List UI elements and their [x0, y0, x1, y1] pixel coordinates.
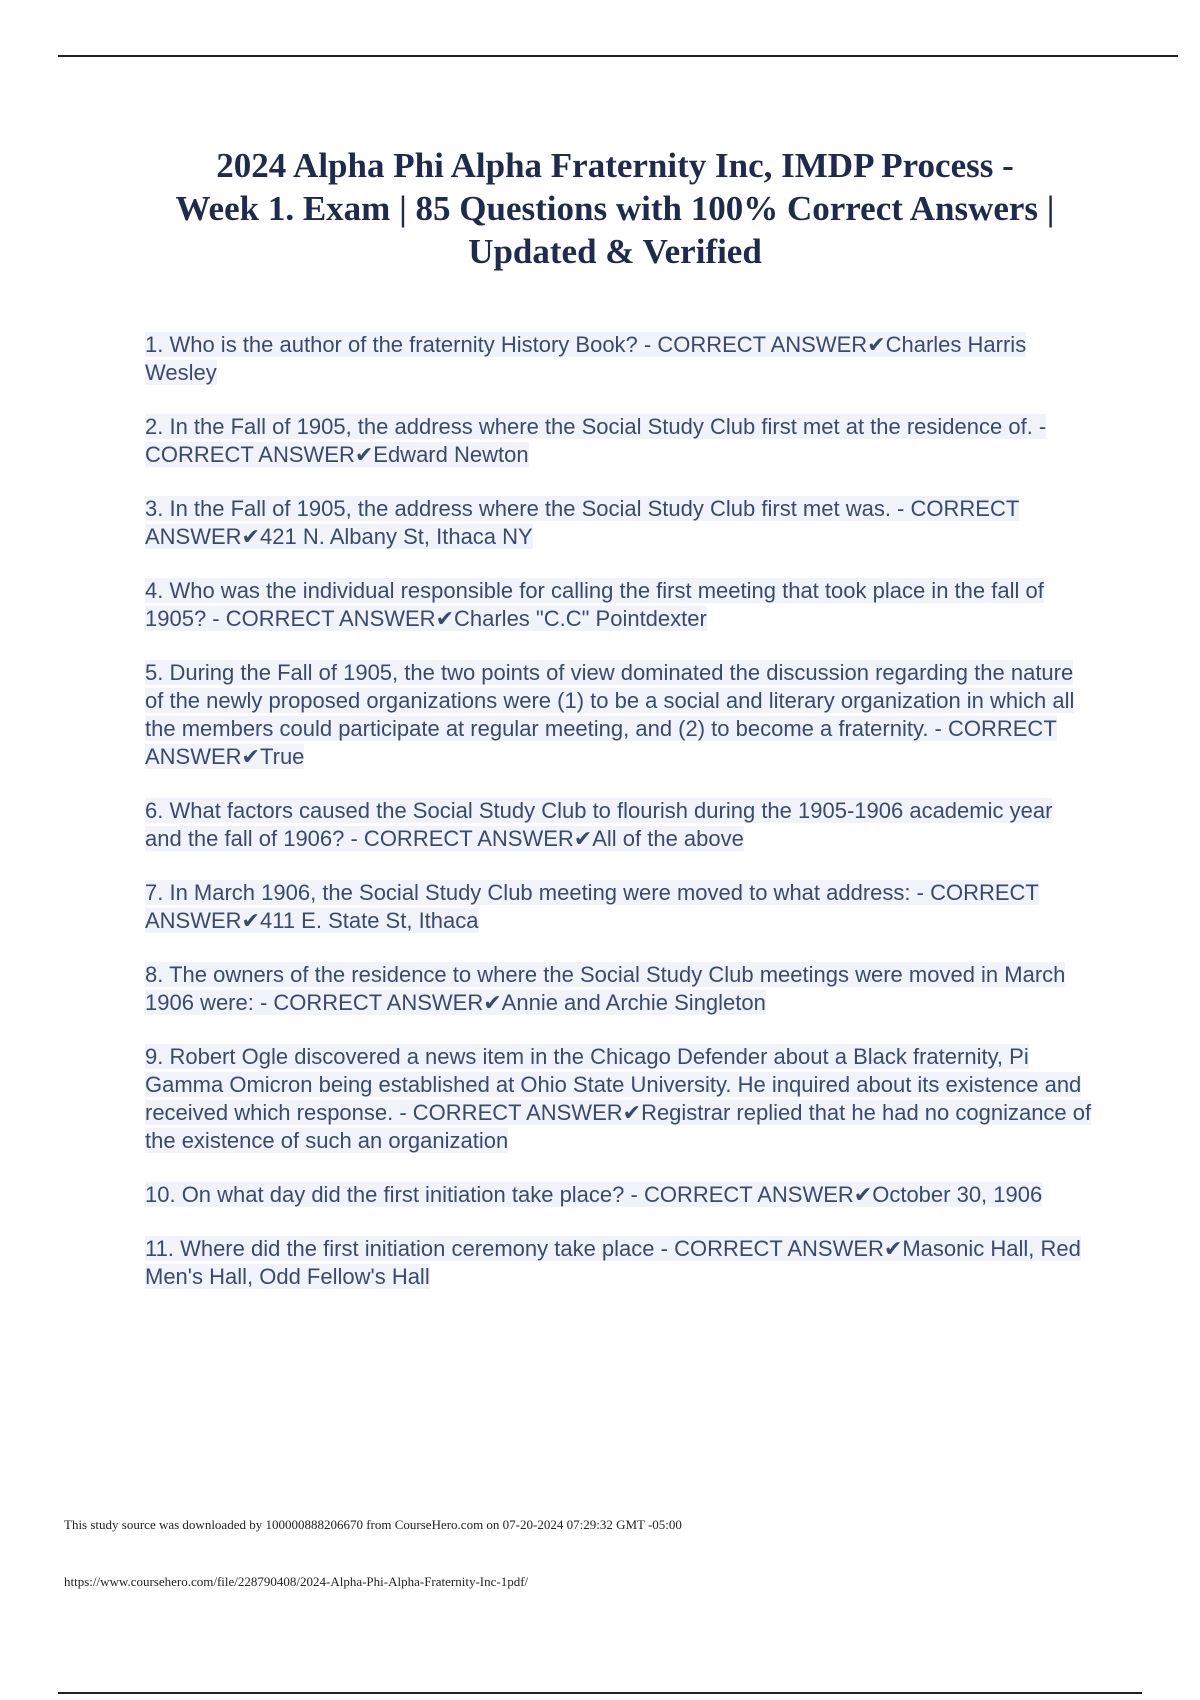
question-text: 10. On what day did the first initiation take place? - CORRECT ANSWER✔October 30, 1906 [145, 1182, 1043, 1207]
question-text: 6. What factors caused the Social Study Club to flourish during the 1905-1906 academic year and the fall of 1906? - CORRECT ANSWER✔All of the above [145, 798, 1053, 851]
question-text: 3. In the Fall of 1905, the address where the Social Study Club first met was. - CORRECT ANSWER✔421 N. Albany St, Ithaca NY [145, 496, 1020, 549]
question-item-11 [145, 1235, 1095, 1291]
question-text: 7. In March 1906, the Social Study Club meeting were moved to what address: - CORRECT ANSWER✔411 E. State St, Ithaca [145, 880, 1039, 933]
source-url: https://www.coursehero.com/file/228790408/2024-Alpha-Phi-Alpha-Fraternity-Inc-1pdf/ [64, 1574, 529, 1589]
question-item-3 [145, 495, 1095, 551]
question-text: 5. During the Fall of 1905, the two points of view dominated the discussion regarding the nature of the newly proposed organizations were (1) to be a social and literary organization in which all the members could participate at regular meeting, and (2) to become a fraternity. - CORRECT ANSWER✔True [145, 660, 1075, 769]
question-item-10 [145, 1181, 1095, 1209]
top-rule [58, 55, 1178, 57]
title-line-2: Week 1. Exam | 85 Questions with 100% Correct Answers | [175, 189, 1055, 228]
question-text: 2. In the Fall of 1905, the address where the Social Study Club first met at the residence of. - CORRECT ANSWER✔Edward Newton [145, 414, 1047, 467]
question-item-1 [145, 331, 1095, 387]
question-text: 8. The owners of the residence to where the Social Study Club meetings were moved in March 1906 were: - CORRECT ANSWER✔Annie and Archie Singleton [145, 962, 1066, 1015]
question-item-9 [145, 1043, 1095, 1155]
title-line-1: 2024 Alpha Phi Alpha Fraternity Inc, IMDP Process - [216, 146, 1014, 185]
download-source-note: This study source was downloaded by 100000888206670 from CourseHero.com on 07-20-2024 07:29:32 GMT -05:00 [64, 1517, 682, 1532]
question-text: 9. Robert Ogle discovered a news item in the Chicago Defender about a Black fraternity, Pi Gamma Omicron being established at Ohio State University. He inquired about its existence and received which response. - CORRECT ANSWER✔Registrar replied that he had no cognizance of the existence of such an organization [145, 1044, 1092, 1153]
question-text: 4. Who was the individual responsible for calling the first meeting that took place in the fall of 1905? - CORRECT ANSWER✔Charles "C.C" Pointdexter [145, 578, 1044, 631]
question-item-7 [145, 879, 1095, 935]
question-item-2 [145, 413, 1095, 469]
title-line-3: Updated & Verified [468, 232, 762, 271]
question-item-6 [145, 797, 1095, 853]
question-item-5 [145, 659, 1095, 771]
question-item-4 [145, 577, 1095, 633]
question-text: 1. Who is the author of the fraternity History Book? - CORRECT ANSWER✔Charles Harris Wesley [145, 332, 1027, 385]
question-list [145, 331, 1095, 1317]
bottom-rule [58, 1692, 1142, 1694]
question-item-8 [145, 961, 1095, 1017]
document-title [100, 144, 1130, 273]
question-text: 11. Where did the first initiation ceremony take place - CORRECT ANSWER✔Masonic Hall, Red Men's Hall, Odd Fellow's Hall [145, 1236, 1081, 1289]
